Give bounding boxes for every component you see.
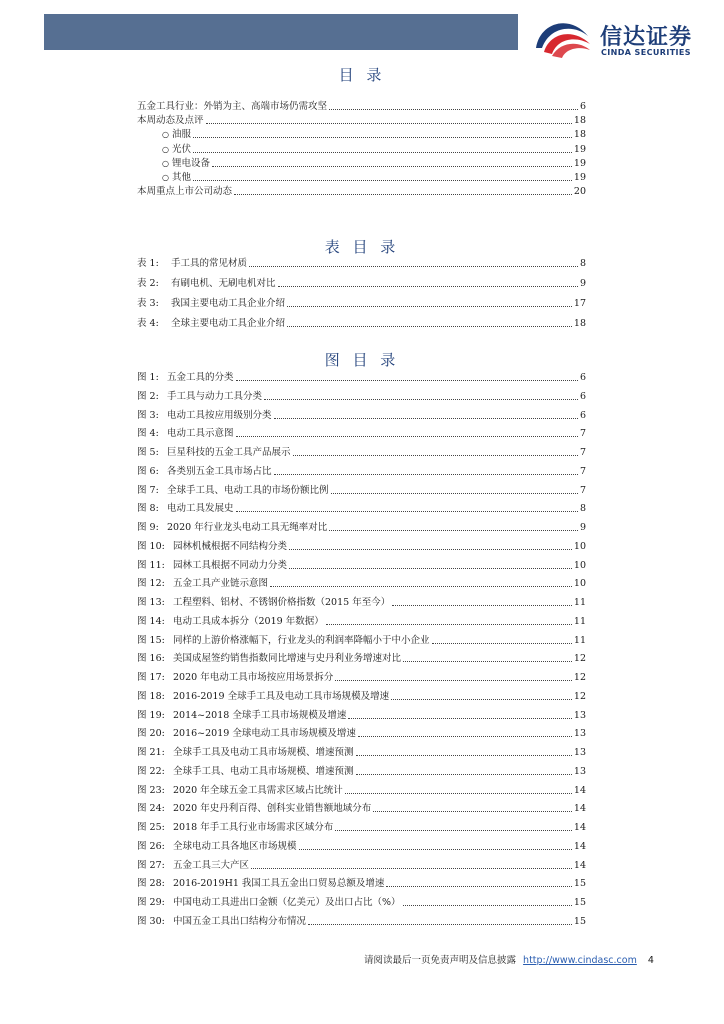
leader-dots (348, 718, 572, 719)
cinda-logo-icon (530, 14, 594, 58)
entry-label: 同样的上游价格涨幅下，行业龙头的利润率降幅小于中小企业 (173, 634, 430, 646)
entry-number: 图 18: (137, 690, 165, 702)
entry-label: 园林工具根据不同动力分类 (173, 559, 288, 571)
entry-label: 工程塑料、铝材、不锈钢价格指数（2015 年至今） (173, 597, 391, 608)
leader-dots (386, 886, 571, 887)
footer-website-link[interactable]: http://www.cindasc.com (523, 955, 637, 966)
entry-page: 11 (573, 597, 586, 608)
entry-page: 12 (573, 690, 586, 702)
table-entry[interactable] (137, 316, 586, 330)
entry-page: 19 (573, 172, 586, 183)
entry-label: 五金工具行业：外销为主、高端市场仍需攻坚 (137, 101, 328, 112)
entry-page: 15 (573, 878, 586, 890)
entry-label: 五金工具的分类 (167, 372, 234, 383)
figure-entry[interactable] (137, 895, 586, 909)
leader-dots (212, 166, 572, 167)
entry-label: 2016-2019H1 我国工具五金出口贸易总额及增速 (173, 878, 385, 890)
leader-dots (293, 455, 578, 456)
entry-number: 图 10: (137, 540, 165, 552)
page-number: 4 (647, 955, 654, 966)
entry-number: 图 2: (137, 390, 159, 402)
entry-page: 7 (579, 428, 586, 440)
leader-dots (356, 755, 572, 756)
logo-english-name: CINDA SECURITIES (601, 48, 691, 57)
entry-label: 其他 (172, 172, 192, 183)
entry-number: 图 30: (137, 915, 165, 927)
entry-number: 表 4: (137, 318, 159, 329)
entry-number: 图 29: (137, 897, 165, 908)
entry-label: 手工具的常见材质 (171, 258, 248, 269)
entry-page: 12 (573, 653, 586, 665)
entry-page: 18 (573, 115, 586, 127)
figure-entry[interactable] (137, 539, 586, 553)
entry-label: 美国成屋签约销售指数同比增速与史丹利业务增速对比 (173, 653, 402, 665)
leader-dots (251, 868, 572, 869)
entry-page: 13 (573, 709, 586, 721)
entry-label: 电动工具按应用级别分类 (167, 409, 272, 421)
toc-entry[interactable] (137, 184, 586, 198)
entry-page: 14 (573, 803, 586, 815)
figure-entry[interactable] (137, 764, 586, 778)
figure-entry[interactable] (137, 614, 586, 628)
entry-label: 本周重点上市公司动态 (137, 186, 233, 198)
entry-page: 19 (573, 143, 586, 155)
entry-number: 图 5: (137, 447, 159, 458)
cinda-logo (530, 14, 710, 58)
entry-page: 6 (579, 390, 586, 402)
figure-entry[interactable] (137, 558, 586, 572)
entry-label: 2020 年全球五金工具需求区域占比统计 (173, 784, 343, 796)
leader-dots (287, 326, 572, 327)
toc-entry[interactable] (162, 142, 586, 156)
leader-dots (403, 905, 572, 906)
figure-entry[interactable] (137, 520, 586, 534)
entry-page: 9 (579, 522, 586, 533)
leader-dots (234, 194, 572, 195)
entry-number: 图 12: (137, 578, 165, 590)
figure-entry[interactable] (137, 801, 586, 815)
leader-dots (329, 109, 578, 110)
leader-dots (206, 123, 572, 124)
figure-entry[interactable] (137, 633, 586, 647)
header-bar (44, 14, 518, 50)
entry-number: 图 11: (137, 559, 165, 571)
figure-entry[interactable] (137, 670, 586, 684)
entry-label: 全球手工具、电动工具的市场份额比例 (167, 484, 329, 496)
entry-number: 图 4: (137, 428, 159, 440)
figure-entry[interactable] (137, 708, 586, 722)
entry-label: 中国电动工具进出口金额（亿美元）及出口占比（%） (173, 897, 401, 908)
entry-label: 2020 年行业龙头电动工具无绳率对比 (167, 522, 328, 533)
figure-entry[interactable] (137, 876, 586, 890)
entry-label: 电动工具成本拆分（2019 年数据） (173, 615, 324, 627)
figure-entry[interactable] (137, 408, 586, 422)
toc-entry[interactable] (162, 156, 586, 170)
entry-label: 电动工具发展史 (167, 503, 234, 515)
figure-entry[interactable] (137, 445, 586, 459)
entry-label: 电动工具示意图 (167, 428, 234, 440)
entry-label: 园林机械根据不同结构分类 (173, 540, 288, 552)
toc-entry[interactable] (162, 170, 586, 184)
leader-dots (356, 774, 572, 775)
leader-dots (274, 418, 578, 419)
entry-page: 10 (573, 578, 586, 590)
leader-dots (236, 436, 578, 437)
entry-label: 2014~2018 全球手工具市场规模及增速 (173, 709, 347, 721)
entry-page: 17 (573, 298, 586, 309)
entry-page: 6 (579, 409, 586, 421)
entry-page: 14 (573, 859, 586, 871)
entry-number: 图 28: (137, 878, 165, 890)
leader-dots (335, 680, 572, 681)
entry-page: 20 (573, 186, 586, 198)
leader-dots (331, 493, 578, 494)
entry-page: 14 (573, 784, 586, 796)
entry-label: 巨星科技的五金工具产品展示 (167, 447, 291, 458)
figure-entry[interactable] (137, 783, 586, 797)
leader-dots (326, 624, 572, 625)
entry-number: 图 24: (137, 803, 165, 815)
toc-entry[interactable] (162, 127, 586, 141)
entry-page: 13 (573, 728, 586, 740)
entry-page: 15 (573, 915, 586, 927)
leader-dots (345, 793, 572, 794)
leader-dots (308, 924, 572, 925)
entry-number: 图 20: (137, 728, 165, 740)
leader-dots (432, 643, 572, 644)
entry-page: 7 (579, 465, 586, 477)
figure-entry[interactable] (137, 651, 586, 665)
leader-dots (299, 849, 572, 850)
leader-dots (373, 811, 572, 812)
figure-entry[interactable] (137, 745, 586, 759)
toc-entry[interactable] (137, 99, 586, 113)
entry-number: 图 13: (137, 597, 165, 608)
entry-label: 2016-2019 全球手工具及电动工具市场规模及增速 (173, 690, 390, 702)
entry-label: 手工具与动力工具分类 (167, 390, 263, 402)
bullet-circle-icon: ○ (162, 130, 169, 140)
figure-entry[interactable] (137, 689, 586, 703)
entry-number: 表 3: (137, 298, 159, 309)
leader-dots (193, 137, 572, 138)
leader-dots (270, 586, 572, 587)
leader-dots (358, 736, 572, 737)
entry-label: 油服 (172, 129, 192, 141)
entry-number: 图 27: (137, 859, 165, 871)
leader-dots (329, 530, 578, 531)
entry-label: 全球主要电动工具企业介绍 (171, 318, 286, 329)
logo-chinese-name: 信达证券 (600, 25, 693, 50)
entry-label: 全球电动工具各地区市场规模 (173, 840, 297, 852)
leader-dots (236, 380, 578, 381)
leader-dots (236, 511, 578, 512)
entry-number: 图 16: (137, 653, 165, 665)
entry-number: 图 26: (137, 840, 165, 852)
figures-title: 图 目 录 (324, 351, 400, 369)
figure-entry[interactable] (137, 839, 586, 853)
entry-number: 图 1: (137, 372, 159, 383)
figure-entry[interactable] (137, 576, 586, 590)
figure-entry[interactable] (137, 426, 586, 440)
table-entry[interactable] (137, 256, 586, 270)
figure-entry[interactable] (137, 726, 586, 740)
entry-number: 表 2: (137, 278, 159, 289)
entry-page: 12 (573, 672, 586, 683)
leader-dots (403, 661, 572, 662)
entry-page: 10 (573, 540, 586, 552)
leader-dots (335, 830, 572, 831)
leader-dots (391, 699, 572, 700)
entry-label: 有刷电机、无刷电机对比 (171, 278, 276, 289)
entry-page: 6 (579, 101, 586, 112)
entry-label: 五金工具产业链示意图 (173, 578, 269, 590)
entry-label: 五金工具三大产区 (173, 859, 250, 871)
entry-label: 光伏 (172, 143, 192, 155)
figure-entry[interactable] (137, 483, 586, 497)
entry-label: 中国五金工具出口结构分布情况 (173, 915, 307, 927)
entry-number: 图 17: (137, 672, 165, 683)
table-entry[interactable] (137, 276, 586, 290)
leader-dots (274, 474, 578, 475)
figure-entry[interactable] (137, 820, 586, 834)
footer-disclaimer: 请阅读最后一页免责声明及信息披露 (364, 955, 517, 966)
leader-dots (249, 266, 578, 267)
bullet-circle-icon: ○ (162, 173, 169, 182)
entry-page: 19 (573, 157, 586, 169)
entry-page: 18 (573, 318, 586, 329)
bullet-circle-icon: ○ (162, 144, 169, 154)
figure-entry[interactable] (137, 914, 586, 928)
bullet-circle-icon: ○ (162, 158, 169, 168)
figure-entry[interactable] (137, 501, 586, 515)
entry-number: 图 14: (137, 615, 165, 627)
leader-dots (278, 286, 578, 287)
leader-dots (287, 306, 572, 307)
entry-number: 图 6: (137, 465, 159, 477)
leader-dots (289, 549, 572, 550)
entry-number: 表 1: (137, 258, 159, 269)
entry-number: 图 23: (137, 784, 165, 796)
entry-page: 8 (579, 503, 586, 515)
entry-page: 11 (573, 615, 586, 627)
entry-page: 9 (579, 278, 586, 289)
page-footer (364, 952, 654, 966)
entry-number: 图 8: (137, 503, 159, 515)
table-entry[interactable] (137, 296, 586, 310)
figure-entry[interactable] (137, 858, 586, 872)
figure-entry[interactable] (137, 370, 586, 384)
figure-entry[interactable] (137, 595, 586, 609)
leader-dots (264, 399, 578, 400)
entry-number: 图 15: (137, 634, 165, 646)
entry-page: 18 (573, 129, 586, 141)
entry-label: 2020 年电动工具市场按应用场景拆分 (173, 672, 334, 683)
entry-page: 13 (573, 765, 586, 777)
entry-label: 全球手工具、电动工具市场规模、增速预测 (173, 765, 354, 777)
figure-entry[interactable] (137, 464, 586, 478)
figure-entry[interactable] (137, 389, 586, 403)
leader-dots (193, 180, 572, 181)
entry-label: 锂电设备 (172, 157, 211, 169)
entry-label: 我国主要电动工具企业介绍 (171, 298, 286, 309)
entry-label: 2018 年手工具行业市场需求区域分布 (173, 822, 334, 833)
entry-number: 图 9: (137, 522, 159, 533)
entry-label: 各类别五金工具市场占比 (167, 465, 272, 477)
entry-label: 2016~2019 全球电动工具市场规模及增速 (173, 728, 356, 740)
entry-page: 8 (579, 258, 586, 269)
leader-dots (193, 152, 572, 153)
entry-page: 11 (573, 634, 586, 646)
entry-number: 图 25: (137, 822, 165, 833)
entry-number: 图 3: (137, 409, 159, 421)
entry-page: 13 (573, 747, 586, 758)
entry-page: 6 (579, 372, 586, 383)
entry-page: 10 (573, 559, 586, 571)
entry-number: 图 21: (137, 747, 165, 758)
entry-page: 7 (579, 447, 586, 458)
entry-page: 14 (573, 822, 586, 833)
entry-number: 图 22: (137, 765, 165, 777)
entry-label: 本周动态及点评 (137, 115, 204, 127)
toc-entry[interactable] (137, 113, 586, 127)
toc-title: 目 录 (338, 66, 386, 84)
entry-page: 7 (579, 484, 586, 496)
entry-label: 2020 年史丹利百得、创科实业销售额地域分布 (173, 803, 372, 815)
entry-number: 图 7: (137, 484, 159, 496)
entry-page: 14 (573, 840, 586, 852)
entry-page: 15 (573, 897, 586, 908)
entry-label: 全球手工具及电动工具市场规模、增速预测 (173, 747, 354, 758)
tables-title: 表 目 录 (324, 238, 400, 256)
leader-dots (392, 605, 572, 606)
leader-dots (289, 568, 572, 569)
entry-number: 图 19: (137, 709, 165, 721)
